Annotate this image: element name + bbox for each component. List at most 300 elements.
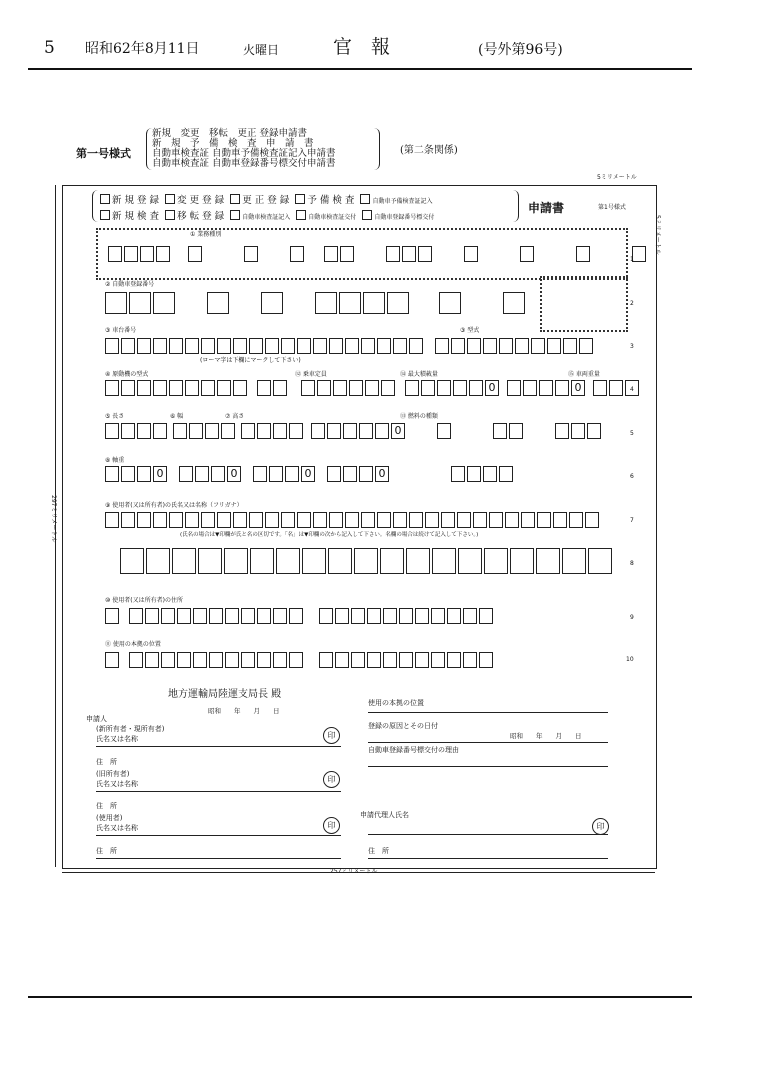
agent-label: 申請代理人氏名	[360, 811, 409, 819]
input-box[interactable]	[207, 292, 229, 314]
input-box[interactable]	[609, 380, 623, 396]
input-box[interactable]	[146, 548, 170, 574]
gazette-title: 官 報	[333, 36, 391, 58]
form-title-line-2: 新 規 予 備 検 査 申 請 書	[152, 138, 314, 149]
checkbox-row-1	[100, 194, 432, 206]
input-box[interactable]	[467, 338, 481, 354]
input-box[interactable]	[386, 246, 400, 262]
checkbox-cert-issue[interactable]: 自動車検査証交付	[296, 214, 356, 221]
input-box[interactable]	[415, 652, 429, 668]
input-box[interactable]	[153, 338, 167, 354]
input-box[interactable]	[153, 423, 167, 439]
input-box[interactable]	[458, 548, 482, 574]
input-box[interactable]	[201, 338, 215, 354]
input-box[interactable]	[457, 512, 471, 528]
checkbox-transfer-registration[interactable]: 移 転 登 録	[165, 211, 224, 222]
input-box[interactable]	[137, 380, 151, 396]
input-box[interactable]	[217, 338, 231, 354]
input-box[interactable]	[377, 338, 391, 354]
input-box[interactable]	[273, 652, 287, 668]
input-box[interactable]	[105, 380, 119, 396]
rule	[368, 766, 608, 767]
input-box[interactable]	[483, 338, 497, 354]
old-owner-label: (旧所有者)	[96, 770, 130, 778]
input-box[interactable]	[198, 548, 222, 574]
checkbox-change-registration[interactable]: 変 更 登 録	[165, 195, 224, 206]
category-region	[540, 276, 628, 332]
input-box[interactable]	[479, 608, 493, 624]
input-box[interactable]	[201, 512, 215, 528]
weekday: 火曜日	[243, 43, 280, 57]
input-box[interactable]	[576, 246, 590, 262]
input-box[interactable]	[225, 652, 239, 668]
input-box[interactable]	[555, 380, 569, 396]
romaji-note: (ローマ字は下欄にマークして下さい)	[200, 357, 301, 364]
input-box[interactable]	[313, 338, 327, 354]
input-box[interactable]	[121, 338, 135, 354]
footer-rule	[28, 996, 692, 998]
input-box[interactable]	[451, 338, 465, 354]
input-box[interactable]	[290, 246, 304, 262]
input-box[interactable]	[441, 512, 455, 528]
field-vehicle-weight: ⑮ 車両重量	[568, 371, 600, 378]
input-box[interactable]	[156, 246, 170, 262]
input-box[interactable]	[447, 608, 461, 624]
input-box[interactable]	[233, 380, 247, 396]
input-box[interactable]	[257, 608, 271, 624]
input-box[interactable]	[129, 608, 143, 624]
input-box[interactable]	[233, 338, 247, 354]
input-box[interactable]	[193, 652, 207, 668]
input-box[interactable]	[587, 423, 601, 439]
form-number: 第1号様式	[598, 204, 626, 211]
rule	[96, 791, 341, 792]
input-box[interactable]	[289, 423, 303, 439]
input-box[interactable]	[571, 423, 585, 439]
kana-note: (氏名の場合は▼印欄が氏と名の区切です。「名」は▼印欄の次から記入して下さい。名欄の場合は続けて記入して下さい。)	[180, 532, 479, 538]
input-box[interactable]	[301, 380, 315, 396]
address-label: 住 所	[96, 847, 117, 855]
input-box[interactable]	[285, 466, 299, 482]
input-box[interactable]	[569, 512, 583, 528]
input-box[interactable]	[375, 423, 389, 439]
input-box[interactable]	[140, 246, 154, 262]
input-box[interactable]	[563, 338, 577, 354]
input-box[interactable]	[363, 292, 385, 314]
rule	[368, 742, 608, 743]
input-box[interactable]	[269, 466, 283, 482]
input-box[interactable]	[333, 380, 347, 396]
checkbox-row-2	[100, 210, 434, 222]
input-box[interactable]	[169, 338, 183, 354]
input-box[interactable]	[547, 338, 561, 354]
reason-date: 昭和 年 月 日	[510, 732, 582, 740]
input-box[interactable]	[359, 423, 373, 439]
input-box[interactable]	[367, 652, 381, 668]
input-box[interactable]	[185, 380, 199, 396]
field-registration-number: ② 自動車登録番号	[105, 281, 155, 288]
input-box[interactable]	[241, 608, 255, 624]
input-box[interactable]	[302, 548, 326, 574]
rule	[96, 835, 341, 836]
input-box[interactable]	[185, 338, 199, 354]
input-box[interactable]	[562, 548, 586, 574]
input-box[interactable]	[409, 338, 423, 354]
row-6-boxes	[105, 466, 515, 482]
input-box[interactable]	[244, 246, 258, 262]
seal-mark: 印	[323, 817, 340, 834]
input-box[interactable]	[406, 548, 430, 574]
input-box[interactable]	[593, 380, 607, 396]
input-box[interactable]	[463, 608, 477, 624]
input-box[interactable]	[319, 652, 333, 668]
input-box[interactable]	[367, 608, 381, 624]
input-box[interactable]	[327, 466, 341, 482]
user-label: (使用者)	[96, 814, 123, 822]
input-box[interactable]	[435, 338, 449, 354]
input-box[interactable]	[399, 608, 413, 624]
input-box[interactable]	[241, 423, 255, 439]
input-box[interactable]	[421, 380, 435, 396]
input-box[interactable]	[509, 423, 523, 439]
input-box[interactable]	[172, 548, 196, 574]
input-box[interactable]	[173, 423, 187, 439]
input-box[interactable]	[169, 512, 183, 528]
input-box[interactable]	[201, 380, 215, 396]
input-box[interactable]	[249, 512, 263, 528]
rule	[368, 834, 608, 835]
checkbox-cert-entry[interactable]: 自動車検査証記入	[230, 214, 290, 221]
input-box[interactable]	[349, 380, 363, 396]
input-box[interactable]	[340, 246, 354, 262]
input-box[interactable]	[195, 466, 209, 482]
input-box[interactable]	[137, 338, 151, 354]
input-box[interactable]	[469, 380, 483, 396]
input-box[interactable]	[250, 548, 274, 574]
input-box[interactable]	[489, 512, 503, 528]
row-3-boxes	[105, 338, 595, 354]
base-location-label: 使用の本拠の位置	[368, 699, 424, 707]
input-box[interactable]	[354, 548, 378, 574]
input-box[interactable]	[121, 380, 135, 396]
input-box[interactable]	[105, 652, 119, 668]
input-box[interactable]	[289, 608, 303, 624]
input-box[interactable]	[409, 512, 423, 528]
input-box[interactable]	[439, 292, 461, 314]
field-owner-address: ⑩ 使用者(又は所有者)の住所	[105, 597, 183, 604]
input-box[interactable]	[431, 652, 445, 668]
input-box[interactable]	[453, 380, 467, 396]
header-rule	[28, 68, 692, 70]
input-box[interactable]	[505, 512, 519, 528]
form-title-line-4: 自動車検査証 自動車登録番号標交付申請書	[152, 158, 336, 169]
input-box[interactable]	[153, 292, 175, 314]
zero-box: 0	[153, 466, 167, 482]
seal-mark: 印	[323, 727, 340, 744]
input-box[interactable]	[177, 608, 191, 624]
input-box[interactable]	[537, 512, 551, 528]
row-number: 8	[630, 560, 634, 567]
input-box[interactable]	[253, 466, 267, 482]
input-box[interactable]	[463, 652, 477, 668]
input-box[interactable]	[324, 246, 338, 262]
input-box[interactable]	[249, 338, 263, 354]
input-box[interactable]	[105, 512, 119, 528]
input-box[interactable]	[297, 338, 311, 354]
zero-box: 0	[391, 423, 405, 439]
input-box[interactable]	[105, 466, 119, 482]
input-box[interactable]	[276, 548, 300, 574]
input-box[interactable]	[345, 338, 359, 354]
input-box[interactable]	[189, 423, 203, 439]
input-box[interactable]	[145, 652, 159, 668]
input-box[interactable]	[343, 466, 357, 482]
row-number: 9	[630, 614, 634, 621]
input-box[interactable]	[402, 246, 416, 262]
checkbox-preliminary-cert-entry[interactable]: 自動車予備検査証記入	[360, 198, 432, 205]
input-box[interactable]	[588, 548, 612, 574]
input-box[interactable]	[311, 423, 325, 439]
input-box[interactable]	[193, 608, 207, 624]
row-number: 2	[630, 300, 634, 307]
dim-bottom: 257ミリメートル	[330, 868, 378, 875]
input-box[interactable]	[343, 423, 357, 439]
input-box[interactable]	[261, 292, 283, 314]
input-box[interactable]	[257, 652, 271, 668]
field-height: ⑦ 高さ	[225, 413, 245, 420]
input-box[interactable]	[124, 246, 138, 262]
input-box[interactable]	[105, 338, 119, 354]
input-box[interactable]	[281, 338, 295, 354]
input-box[interactable]	[579, 338, 593, 354]
input-box[interactable]	[317, 380, 331, 396]
input-box[interactable]	[531, 338, 545, 354]
row-number: 1	[630, 256, 634, 263]
input-box[interactable]	[121, 466, 135, 482]
input-box[interactable]	[328, 548, 352, 574]
input-box[interactable]	[377, 512, 391, 528]
page-number: 5	[44, 38, 55, 58]
input-box[interactable]	[121, 423, 135, 439]
input-box[interactable]	[483, 466, 497, 482]
input-box[interactable]	[265, 512, 279, 528]
input-box[interactable]	[289, 652, 303, 668]
input-box[interactable]	[447, 652, 461, 668]
input-box[interactable]	[503, 292, 525, 314]
input-box[interactable]	[399, 652, 413, 668]
input-box[interactable]	[335, 652, 349, 668]
checkbox-new-registration[interactable]: 新 規 登 録	[100, 195, 159, 206]
checkbox-correction-registration[interactable]: 更 正 登 録	[230, 195, 289, 206]
input-box[interactable]	[553, 512, 567, 528]
input-box[interactable]	[169, 380, 183, 396]
field-axle-weight: ⑧ 軸重	[105, 457, 125, 464]
input-box[interactable]	[241, 652, 255, 668]
input-box[interactable]	[387, 292, 409, 314]
form-name: 申請書	[528, 201, 565, 215]
input-box[interactable]	[335, 608, 349, 624]
input-box[interactable]	[351, 652, 365, 668]
input-box[interactable]	[137, 423, 151, 439]
input-box[interactable]	[177, 652, 191, 668]
input-box[interactable]	[437, 380, 451, 396]
input-box[interactable]	[484, 548, 508, 574]
input-box[interactable]	[359, 466, 373, 482]
input-box[interactable]	[137, 466, 151, 482]
row-number: 5	[630, 430, 634, 437]
seal-mark: 印	[592, 818, 609, 835]
input-box[interactable]	[329, 512, 343, 528]
input-box[interactable]	[539, 380, 553, 396]
input-box[interactable]	[129, 652, 143, 668]
input-box[interactable]	[257, 380, 271, 396]
rule	[96, 746, 341, 747]
owner-name-label: 氏名又は名称	[96, 735, 138, 743]
zero-box: 0	[301, 466, 315, 482]
input-box[interactable]	[383, 608, 397, 624]
input-box[interactable]	[507, 380, 521, 396]
input-box[interactable]	[351, 608, 365, 624]
input-box[interactable]	[225, 608, 239, 624]
form-title-line-3: 自動車検査証 自動車予備検査証記入申請書	[152, 148, 336, 159]
input-box[interactable]	[415, 608, 429, 624]
input-box[interactable]	[437, 423, 451, 439]
input-box[interactable]	[383, 652, 397, 668]
input-box[interactable]	[425, 512, 439, 528]
input-box[interactable]	[120, 548, 144, 574]
input-box[interactable]	[185, 512, 199, 528]
input-box[interactable]	[405, 380, 419, 396]
input-box[interactable]	[273, 423, 287, 439]
input-box[interactable]	[479, 652, 493, 668]
publication-date: 昭和62年8月11日	[85, 41, 200, 57]
field-chassis-number: ③ 車台番号	[105, 327, 137, 334]
input-box[interactable]	[313, 512, 327, 528]
input-box[interactable]	[393, 338, 407, 354]
checkbox-preliminary-inspection[interactable]: 予 備 検 査	[295, 195, 354, 206]
dim-bottom-line	[62, 872, 655, 873]
issue-number: (号外第96号)	[478, 42, 563, 58]
input-box[interactable]	[464, 246, 478, 262]
row-2-boxes	[105, 292, 527, 314]
input-box[interactable]	[273, 380, 287, 396]
row-number: 10	[626, 656, 634, 663]
input-box[interactable]	[380, 548, 404, 574]
input-box[interactable]	[515, 338, 529, 354]
input-box[interactable]	[297, 512, 311, 528]
field-length: ⑤ 長さ	[105, 413, 125, 420]
input-box[interactable]	[153, 512, 167, 528]
input-box[interactable]	[339, 292, 361, 314]
input-box[interactable]	[555, 423, 569, 439]
input-box[interactable]	[161, 652, 175, 668]
input-box[interactable]	[520, 246, 534, 262]
input-box[interactable]	[205, 423, 219, 439]
input-box[interactable]	[188, 246, 202, 262]
input-box[interactable]	[221, 423, 235, 439]
address-label: 住 所	[96, 802, 117, 810]
input-box[interactable]	[161, 608, 175, 624]
input-box[interactable]	[329, 338, 343, 354]
input-box[interactable]	[105, 292, 127, 314]
input-box[interactable]	[209, 652, 223, 668]
input-box[interactable]	[327, 423, 341, 439]
input-box[interactable]	[632, 246, 646, 262]
input-box[interactable]	[265, 338, 279, 354]
dim-side: 297ミリメートル	[50, 495, 57, 543]
input-box[interactable]	[536, 548, 560, 574]
input-box[interactable]	[108, 246, 122, 262]
input-box[interactable]	[217, 512, 231, 528]
input-box[interactable]	[473, 512, 487, 528]
input-box[interactable]	[521, 512, 535, 528]
input-box[interactable]	[361, 338, 375, 354]
row-4-boxes	[105, 380, 641, 396]
plate-reason-label: 自動車登録番号標交付の理由	[368, 746, 459, 754]
field-capacity: ⑫ 乗車定員	[295, 371, 327, 378]
zero-box: 0	[571, 380, 585, 396]
input-box[interactable]	[233, 512, 247, 528]
applicant-label: 申請人	[86, 715, 107, 723]
input-box[interactable]	[467, 466, 481, 482]
input-box[interactable]	[451, 466, 465, 482]
input-box[interactable]	[499, 338, 513, 354]
input-box[interactable]	[179, 466, 193, 482]
input-box[interactable]	[129, 292, 151, 314]
input-box[interactable]	[365, 380, 379, 396]
input-box[interactable]	[105, 423, 119, 439]
input-box[interactable]	[393, 512, 407, 528]
input-box[interactable]	[257, 423, 271, 439]
row-number: 4	[630, 386, 634, 393]
input-box[interactable]	[493, 423, 507, 439]
dim-left-line	[55, 185, 56, 867]
input-box[interactable]	[381, 380, 395, 396]
input-box[interactable]	[418, 246, 432, 262]
input-box[interactable]	[345, 512, 359, 528]
row-5-boxes	[105, 423, 603, 439]
input-box[interactable]	[153, 380, 167, 396]
input-box[interactable]	[319, 608, 333, 624]
input-box[interactable]	[137, 512, 151, 528]
dim-top: 5ミリメートル	[597, 174, 637, 181]
input-box[interactable]	[209, 608, 223, 624]
input-box[interactable]	[431, 608, 445, 624]
input-box[interactable]	[273, 608, 287, 624]
input-box[interactable]	[281, 512, 295, 528]
input-box[interactable]	[510, 548, 534, 574]
field-base-location: ⑪ 使用の本拠の位置	[105, 641, 161, 648]
new-owner-label: (新所有者・現所有者)	[96, 725, 165, 733]
input-box[interactable]	[105, 608, 119, 624]
input-box[interactable]	[315, 292, 337, 314]
input-box[interactable]	[211, 466, 225, 482]
checkbox-plate-issue[interactable]: 自動車登録番号標交付	[362, 214, 434, 221]
form-title-line-1: 新規 変更 移転 更正 登録申請書	[152, 128, 308, 139]
input-box[interactable]	[145, 608, 159, 624]
input-box[interactable]	[499, 466, 513, 482]
input-box[interactable]	[224, 548, 248, 574]
input-box[interactable]	[585, 512, 599, 528]
checkbox-new-inspection[interactable]: 新 規 検 査	[100, 211, 159, 222]
input-box[interactable]	[361, 512, 375, 528]
input-box[interactable]	[217, 380, 231, 396]
input-box[interactable]	[432, 548, 456, 574]
input-box[interactable]	[121, 512, 135, 528]
field-max-load: ⑭ 最大積載量	[400, 371, 438, 378]
input-box[interactable]	[523, 380, 537, 396]
field-width: ⑥ 幅	[170, 413, 184, 420]
